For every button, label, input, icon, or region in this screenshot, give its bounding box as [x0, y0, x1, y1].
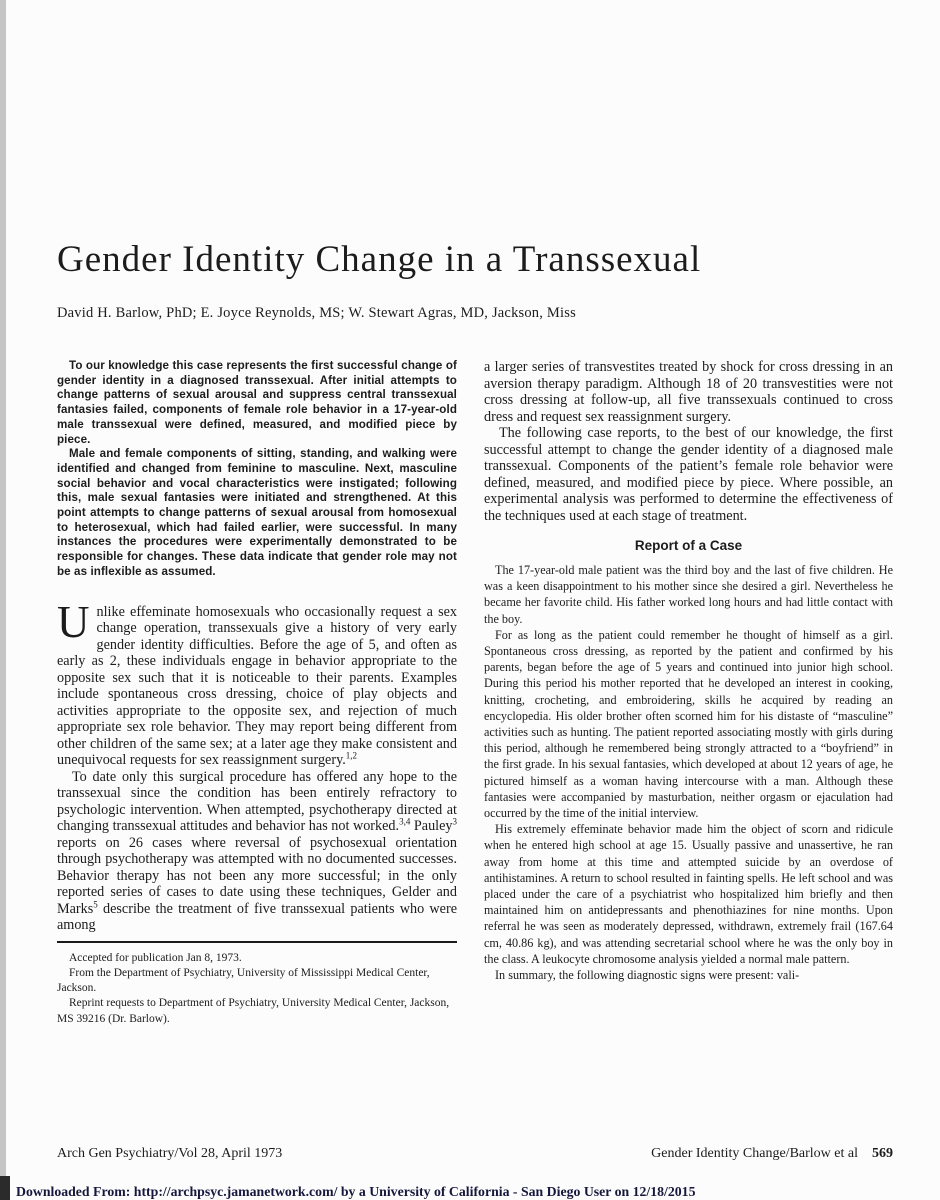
reference-superscript: 3,4	[399, 816, 411, 827]
drop-cap: U	[57, 596, 90, 647]
case-paragraph-2: For as long as the patient could remember he thought of himself as a girl. Spontaneous cross dressing, as reported by the patient and confirmed by his parents, began before the age of 5 years and continued into junior high school. During this period his mother reported that he developed an interest in cooking, knitting, crocheting, and embroidering, skills he acquired by reading an encyclopedia. His older brother often scorned him for his distaste of “masculine” activities such as hunting. The patient reported associating mostly with girls during this period, although he remembered being strongly attracted to a “boyfriend” in the first grade. In his sexual fantasies, which developed at about 12 years of age, he pictured himself as a woman having intercourse with a man. Although these fantasies were accompanied by masturbation, neither orgasm or ejaculation had occurred by the time of the initial interview.	[484, 627, 893, 821]
article-title: Gender Identity Change in a Transsexual	[57, 239, 702, 280]
left-column	[57, 359, 457, 1027]
two-column-layout	[57, 359, 893, 1027]
footer-running-title: Gender Identity Change/Barlow et al	[651, 1146, 858, 1161]
intro-paragraph-1-text: nlike effeminate homosexuals who occasionally request a sex change operation, transsexuals give a history of very early gender identity difficulties. Before the age of 5, and often as early as 2, these individuals engage in behavior appropriate to the opposite sex such that it is noticeable to their parents. Examples include spontaneous cross dressing, choice of play objects and activities appropriate to the opposite sex, and rejection of much appropriate sex role behavior. They may report being different from other children of the same sex; at a later age they make consistent and unequivocal requests for sex reassignment surgery.	[57, 603, 457, 769]
reference-superscript: 1,2	[345, 750, 358, 761]
scan-edge-strip	[0, 0, 6, 1200]
author-byline: David H. Barlow, PhD; E. Joyce Reynolds, MS; W. Stewart Agras, MD, Jackson, Miss	[57, 305, 576, 321]
abstract-paragraph-1: To our knowledge this case represents the first successful change of gender identity in a diagnosed transsexual. After initial attempts to change patterns of sexual arousal and suppress central transsexual fantasies failed, components of female role behavior in a 17-year-old male transsexual were defined, measured, and modified piece by piece.	[57, 359, 457, 446]
footnote-reprints: Reprint requests to Department of Psychiatry, University Medical Center, Jackson, MS 39216 (Dr. Barlow).	[57, 997, 450, 1025]
case-paragraph-1: The 17-year-old male patient was the third boy and the last of five children. He was a keen disappointment to his mother since she desired a girl. Nevertheless he became her favorite child. His father worked long hours and had little contact with the boy.	[484, 563, 893, 626]
introduction-text	[57, 596, 458, 934]
footnote-accepted: Accepted for publication Jan 8, 1973.	[69, 951, 242, 964]
case-paragraph-3: His extremely effeminate behavior made him the object of scorn and ridicule when he entered high school at age 15. Usually passive and unassertive, he ran away from home at this time and attempted suicide by an overdose of antihistamines. A return to school resulted in fainting spells. He left school and was placed under the care of a psychiatrist who hospitalized him briefly and then maintained him on antidepressants and phenothiazines for nine months. Upon referral he was seen as moderately depressed, withdrawn, extremely frail (167.64 cm, 40.86 kg), and was attending secretarial school where he was the only boy in the class. A leukocyte chromosome analysis yielded a normal male pattern.	[484, 822, 893, 966]
abstract	[57, 359, 457, 580]
page-content	[57, 0, 893, 1027]
footnote-divider-rule	[57, 941, 457, 943]
reference-superscript: 3	[452, 816, 458, 827]
section-heading-report-of-a-case: Report of a Case	[634, 538, 743, 553]
footer-running-head	[651, 1146, 893, 1162]
page-footer	[57, 1146, 893, 1162]
footer-journal-citation: Arch Gen Psychiatry/Vol 28, April 1973	[57, 1146, 283, 1161]
intro-paragraph-4: The following case reports, to the best of our knowledge, the first successful attempt to change the gender identity of a diagnosed male transsexual. Components of the patient’s female role behavior were defined, measured, and modified piece by piece. Where possible, an experimental analysis was performed to determine the effectiveness of the techniques used at each stage of treatment.	[484, 425, 893, 524]
intro-paragraph-2-text: To date only this surgical procedure has offered any hope to the transsexual since the condition has been entirely refractory to psychologic intervention. When attempted, psychotherapy directed at changing transsexual attitudes and behavior has not worked.	[57, 768, 457, 835]
case-paragraph-4: In summary, the following diagnostic signs were present: vali-	[495, 968, 800, 983]
footnotes	[57, 951, 457, 1027]
abstract-paragraph-2: Male and female components of sitting, standing, and walking were identified and changed from feminine to masculine. Next, masculine social behavior and vocal characteristics were instigated; following this, male sexual fantasies were initiated and strengthened. At this point attempts to change patterns of sexual arousal from homosexual to heterosexual, which had failed earlier, were successful. In many instances the procedures were experimentally demonstrated to be responsible for changes. These data indicate that gender role may not be as inflexible as assumed.	[57, 447, 457, 578]
case-report-text	[484, 562, 893, 983]
intro-paragraph-2-text: describe the treatment of five transsexual patients who were among	[57, 900, 457, 934]
footnote-affiliation: From the Department of Psychiatry, University of Mississippi Medical Center, Jackson.	[57, 966, 430, 995]
intro-paragraph-2-text: reports on 26 cases where reversal of psychosexual orientation through psychotherapy was attempted with no documented successes. Behavior therapy has not been any more successful; in the only reported series of cases to date using these techniques, Gelder and Marks	[57, 834, 457, 917]
intro-paragraph-2	[57, 769, 457, 934]
intro-paragraph-1	[57, 596, 457, 769]
intro-continuation-paragraph: a larger series of transvestites treated by shock for cross dressing in an aversion therapy paradigm. Although 18 of 20 transvestities were not cross dressing at follow-up, all five transsexuals continued to cross dress and request sex reassignment surgery.	[484, 359, 893, 425]
reference-superscript: 5	[93, 898, 98, 909]
download-provenance-stamp: Downloaded From: http://archpsyc.jamanetwork.com/ by a University of California - San Diego User on 12/18/2015	[16, 1184, 696, 1199]
right-column	[484, 359, 893, 1027]
intro-paragraph-2-text: Pauley	[410, 818, 453, 835]
scan-corner-artifact	[0, 1176, 10, 1200]
footer-page-number: 569	[872, 1146, 893, 1161]
